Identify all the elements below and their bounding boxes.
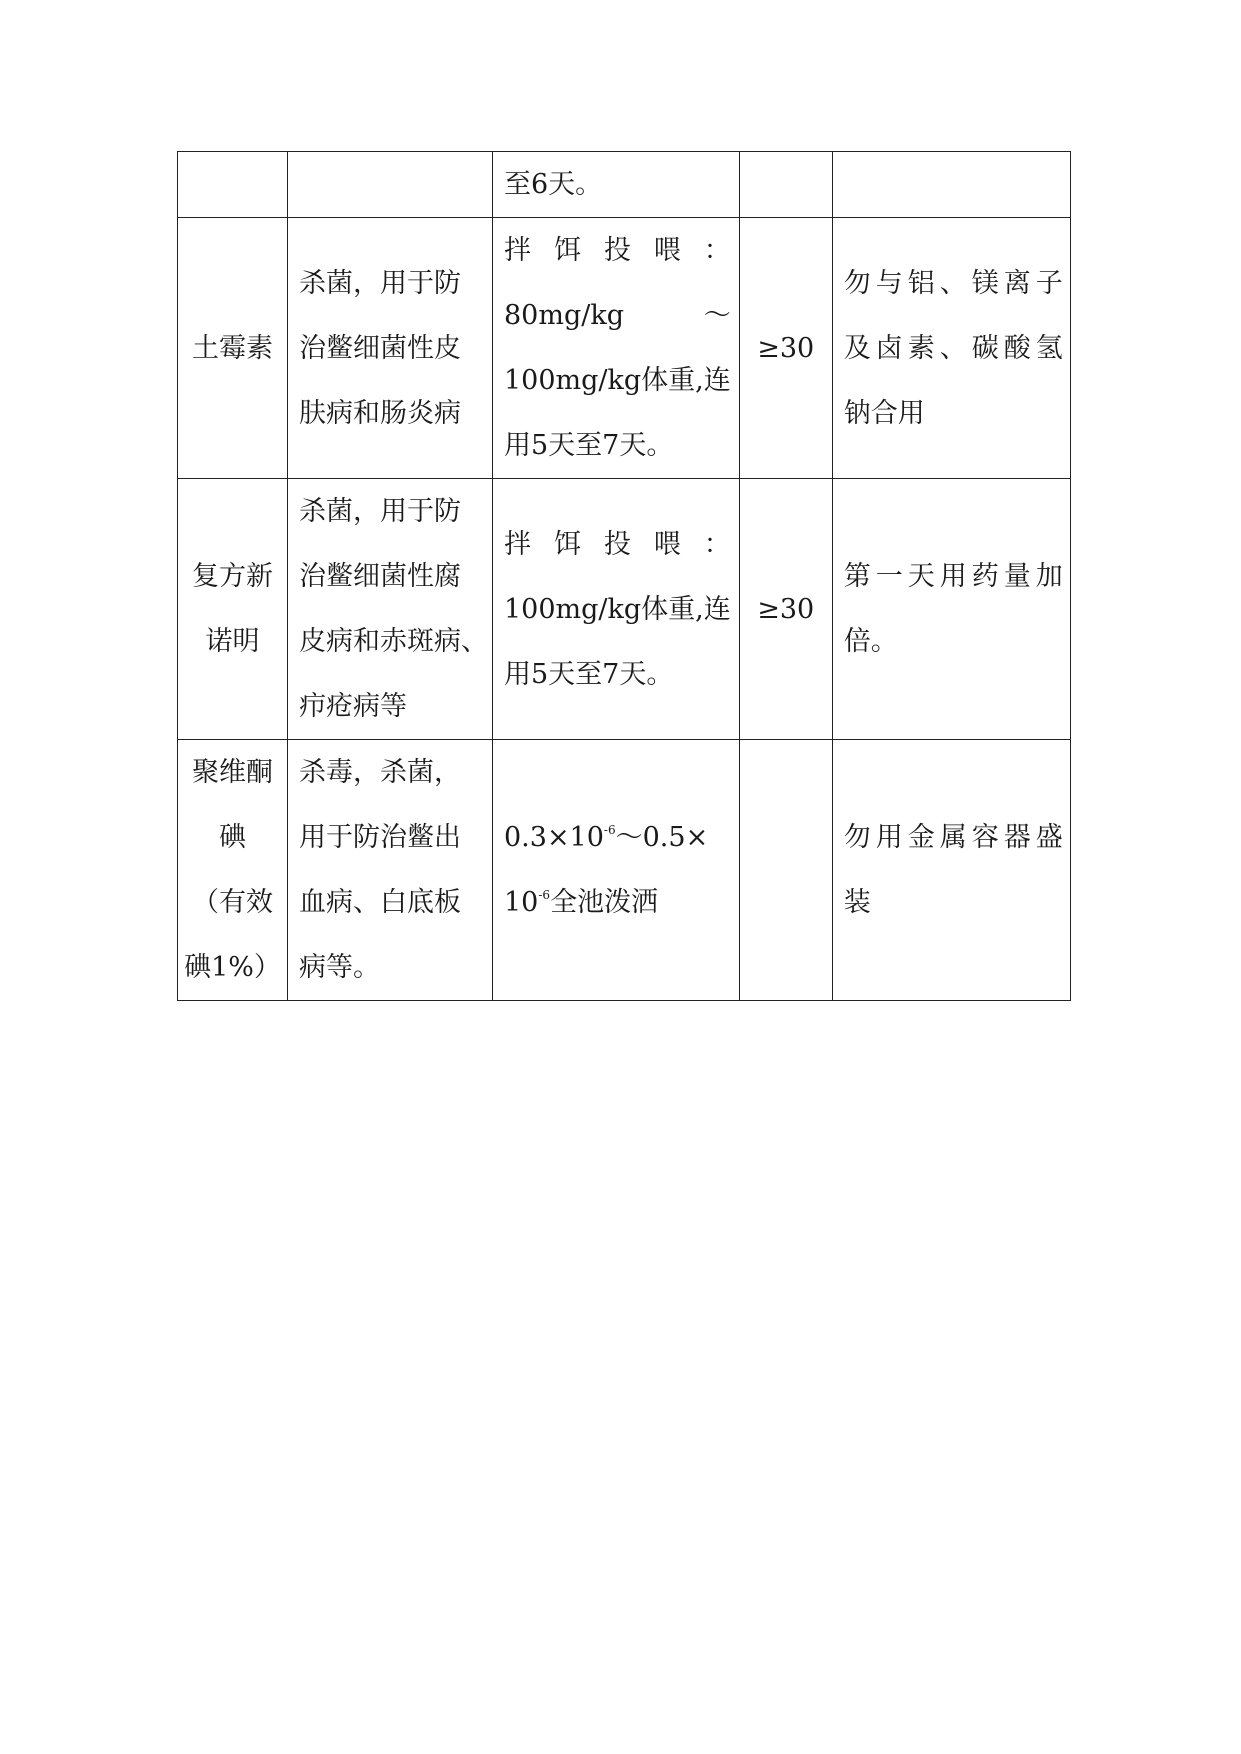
drug-name: 土霉素 [192,332,273,364]
dose-line: $0.3\times 10^{-6}\sim 0.5\times$ [504,822,709,853]
withdrawal-days: ≥30 [757,593,815,625]
drug-name: 诺明 [205,626,260,657]
table-row [178,479,1071,740]
note-line: 装 [843,887,871,918]
use-line: 肤病和肠炎病 [299,397,461,429]
note-line: 勿与铝、镁离子 [843,267,1068,299]
drug-name: （有效 [192,887,273,918]
note-cell [832,740,1070,1001]
drug-name: 碘1%） [184,952,281,983]
drug-name-cell [178,218,288,479]
dose-line: 用5天至7天。 [504,430,674,461]
table-row [178,740,1071,1001]
drug-dose-cell [493,740,740,1001]
use-line: 治鳖细菌性皮 [299,332,461,364]
note-cell [832,479,1070,740]
use-line: 用于防治鳖出 [299,822,461,853]
use-line: 血病、白底板 [299,887,461,918]
use-line: 杀毒，杀菌， [299,757,461,788]
drug-use-cell [288,740,493,1001]
note-line: 第一天用药量加 [843,561,1068,592]
withdrawal-days: ≥30 [757,332,815,364]
dose-line: 80mg/kg ～ [504,300,731,331]
withdrawal-days-cell [739,218,832,479]
drug-name-cell [178,479,288,740]
drug-name: 碘 [219,822,246,853]
drug-dose-cell [493,479,740,740]
dose-text: 至6天。 [504,169,603,200]
use-line: 皮病和赤斑病、 [299,626,488,657]
use-line: 病等。 [299,952,380,983]
drug-use-cell [288,152,493,218]
note-line: 倍。 [843,626,898,657]
note-line: 及卤素、碳酸氢 [843,332,1068,364]
drug-name: 聚维酮 [192,757,273,788]
drug-name-cell [178,152,288,218]
drug-use-cell [288,218,493,479]
note-cell [832,152,1070,218]
use-line: 杀菌，用于防 [299,267,461,299]
drug-name: 复方新 [192,561,273,592]
use-line: 疖疮病等 [299,691,407,722]
withdrawal-days-cell [739,479,832,740]
use-line: 杀菌，用于防 [299,496,461,527]
dose-line: 100mg/kg体重,连 [504,365,731,396]
dose-line: $10^{-6}$全池泼洒 [504,887,659,918]
table-row [178,152,1071,218]
withdrawal-days-cell [739,152,832,218]
note-line: 钠合用 [843,397,925,429]
note-cell [832,218,1070,479]
drug-dose-cell [493,152,740,218]
drug-use-cell [288,479,493,740]
use-line: 治鳖细菌性腐 [299,561,461,592]
dose-line: 100mg/kg体重,连 [504,593,731,625]
exponent: -6 [538,888,551,902]
dose-line: 用5天至7天。 [504,658,674,690]
dose-line: 拌 饵 投 喂 ： [504,528,731,560]
exponent: -6 [603,823,616,837]
note-line: 勿用金属容器盛 [843,822,1068,853]
drug-name-cell [178,740,288,1001]
withdrawal-days-cell [739,740,832,1001]
drug-dosage-table [177,151,1071,1001]
table-row [178,218,1071,479]
dose-line: 拌 饵 投 喂 ： [504,235,731,266]
drug-dose-cell [493,218,740,479]
